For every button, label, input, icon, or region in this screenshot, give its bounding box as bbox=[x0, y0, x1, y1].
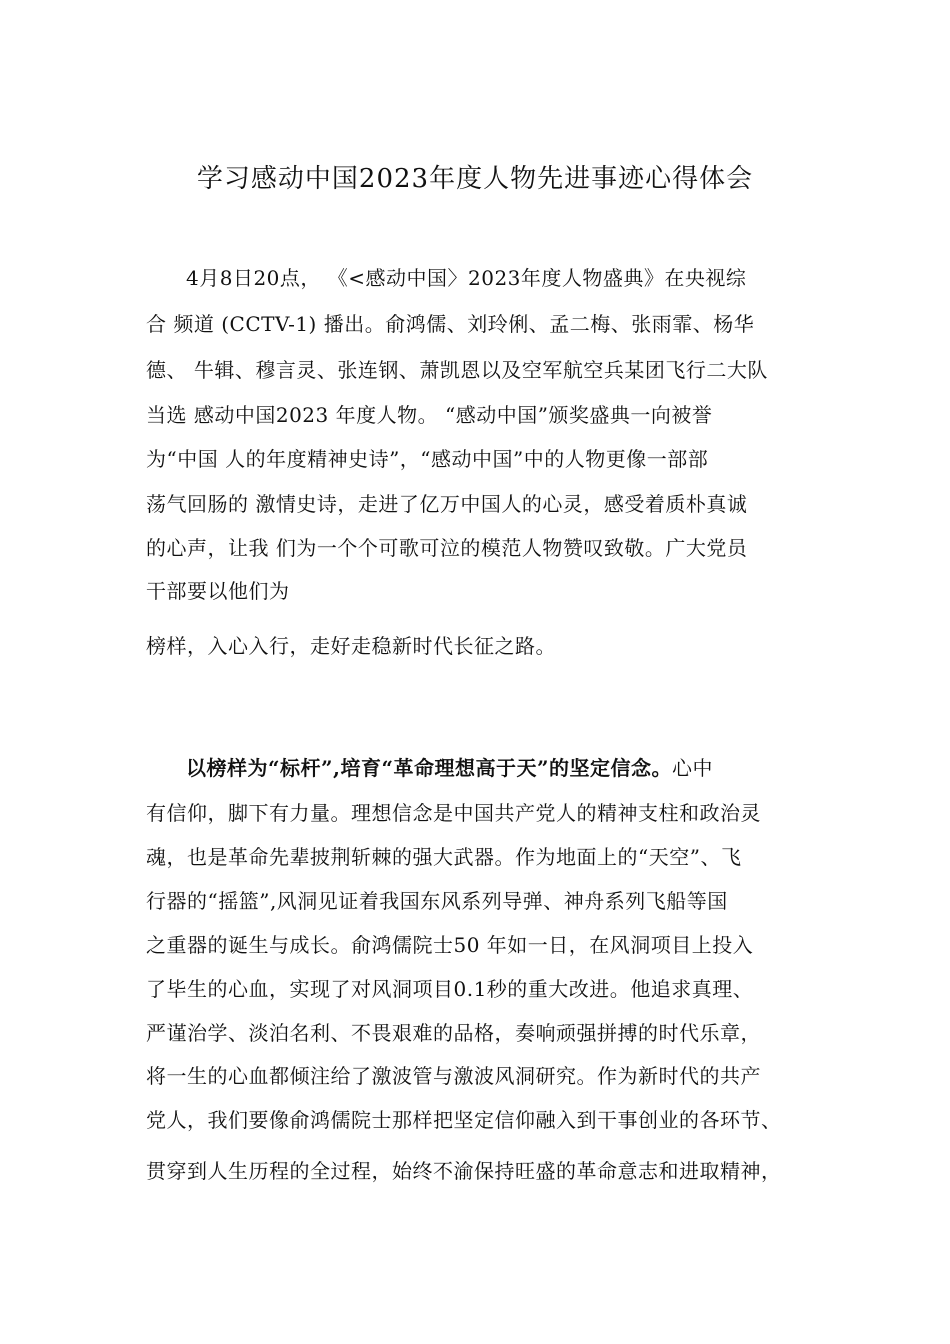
paragraph-1-line: 德、 牛辑、穆言灵、张连钢、萧凯恩以及空军航空兵某团飞行二大队 bbox=[146, 358, 768, 382]
paragraph-1-line: 4月8日20点， 《<感动中国〉2023年度人物盛典》在央视综 bbox=[186, 266, 747, 290]
paragraph-2-heading-rest: 心中 bbox=[671, 756, 713, 780]
paragraph-1-line: 干部要以他们为 bbox=[146, 579, 290, 603]
paragraph-1-line: 的心声，让我 们为一个个可歌可泣的模范人物赞叹致敬。广大党员 bbox=[146, 536, 748, 560]
document-title: 学习感动中国2023年度人物先进事迹心得体会 bbox=[196, 164, 754, 194]
paragraph-2-line: 将一生的心血都倾注给了激波管与激波风洞研究。作为新时代的共产 bbox=[146, 1064, 761, 1088]
paragraph-1-line: 为“中国 人的年度精神史诗”，“感动中国”中的人物更像一部部 bbox=[146, 447, 709, 471]
paragraph-1-line: 合 频道 (CCTV-1) 播出。俞鸿儒、刘玲俐、孟二梅、张雨霏、杨华 bbox=[146, 312, 755, 336]
paragraph-2-line: 魂，也是革命先辈披荆斩棘的强大武器。作为地面上的“天空”、飞 bbox=[146, 845, 742, 869]
paragraph-2-line: 有信仰，脚下有力量。理想信念是中国共产党人的精神支柱和政治灵 bbox=[146, 801, 761, 825]
paragraph-1-line: 榜样，入心入行，走好走稳新时代长征之路。 bbox=[146, 634, 556, 658]
paragraph-2-first-line bbox=[186, 752, 713, 781]
paragraph-2-line: 之重器的诞生与成长。俞鸿儒院士50 年如一日，在风洞项目上投入 bbox=[146, 933, 754, 957]
paragraph-2-heading: 以榜样为“标杆”,培育“革命理想高于天”的坚定信念。 bbox=[186, 756, 672, 780]
paragraph-2-line: 了毕生的心血，实现了对风洞项目0.1秒的重大改进。他追求真理、 bbox=[146, 977, 754, 1001]
paragraph-2-line: 行器的“摇篮”,风洞见证着我国东风系列导弹、神舟系列飞船等国 bbox=[146, 889, 728, 913]
paragraph-1-line: 荡气回肠的 激情史诗，走进了亿万中国人的心灵，感受着质朴真诚 bbox=[146, 492, 748, 516]
paragraph-1-line: 当选 感动中国2023 年度人物。 “感动中国”颁奖盛典一向被誉 bbox=[146, 403, 713, 427]
paragraph-2-line: 党人，我们要像俞鸿儒院士那样把坚定信仰融入到干事创业的各环节、 bbox=[146, 1108, 782, 1132]
paragraph-2-line: 严谨治学、淡泊名利、不畏艰难的品格，奏响顽强拼搏的时代乐章， bbox=[146, 1021, 761, 1045]
paragraph-2-line: 贯穿到人生历程的全过程，始终不渝保持旺盛的革命意志和进取精神， bbox=[146, 1159, 782, 1183]
